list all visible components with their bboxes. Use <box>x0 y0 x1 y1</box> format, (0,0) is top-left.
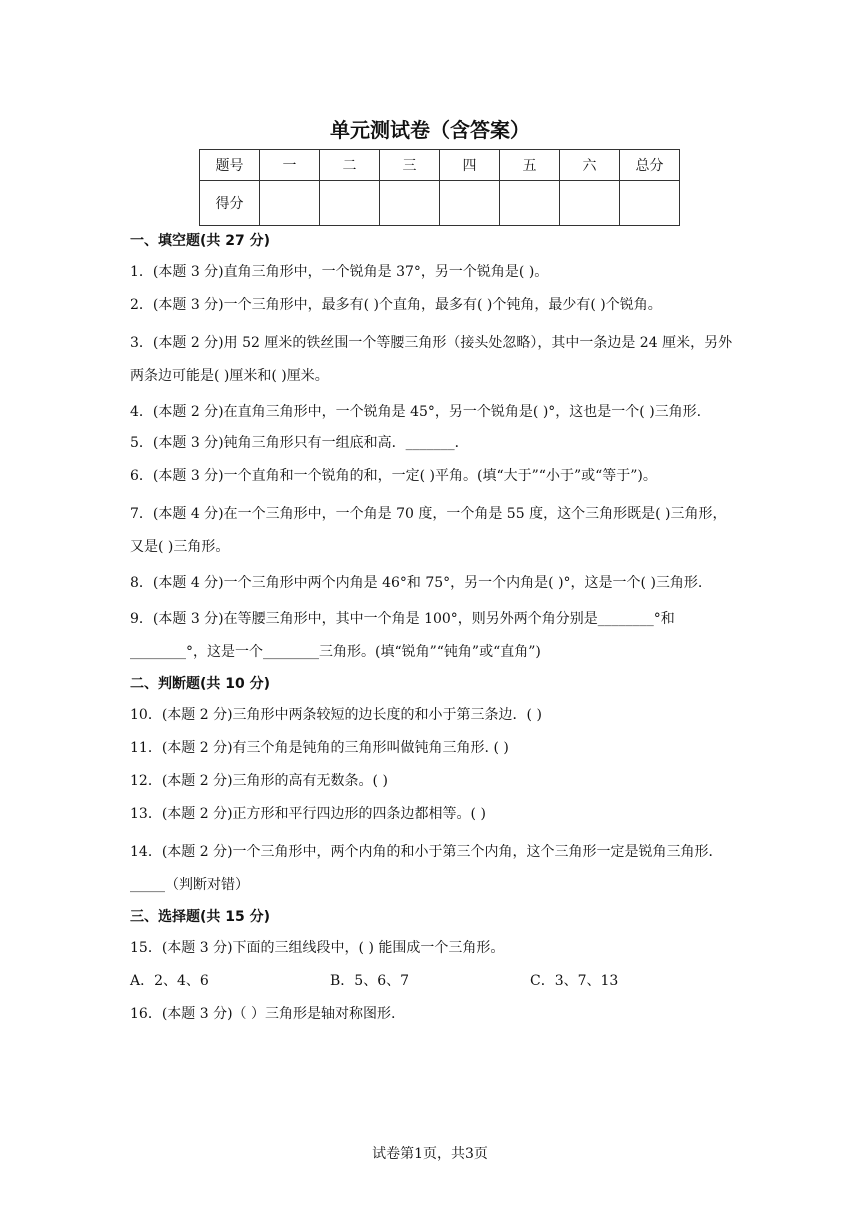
score-cell <box>500 181 560 226</box>
score-header-cell: 二 <box>320 150 380 181</box>
score-cell <box>560 181 620 226</box>
question-13: 13．(本题 2 分)正方形和平行四边形的四条边都相等。( ) <box>130 806 486 822</box>
score-header-cell: 三 <box>380 150 440 181</box>
score-cell <box>320 181 380 226</box>
question-1: 1．(本题 3 分)直角三角形中，一个锐角是 37°，另一个锐角是( )。 <box>130 264 549 280</box>
page-title: 单元测试卷（含答案） <box>330 118 530 142</box>
score-cell <box>380 181 440 226</box>
page-footer: 试卷第1页，共3页 <box>372 1146 488 1162</box>
question-16: 16．(本题 3 分)（ ）三角形是轴对称图形. <box>130 1006 396 1022</box>
question-3: 3．(本题 2 分)用 52 厘米的铁丝围一个等腰三角形（接头处忽略），其中一条边是 24 厘米，另外两条边可能是( )厘米和( )厘米。 <box>130 335 733 384</box>
question-5: 5．(本题 3 分)钝角三角形只有一组底和高．_______． <box>130 435 469 451</box>
score-header-cell: 题号 <box>200 150 260 181</box>
question-6: 6．(本题 3 分)一个直角和一个锐角的和，一定( )平角。(填“大于”“小于”或“等于”)。 <box>130 468 657 484</box>
score-table <box>199 149 680 226</box>
question-15: 15．(本题 3 分)下面的三组线段中，( ) 能围成一个三角形。 <box>130 940 505 956</box>
score-cell <box>440 181 500 226</box>
option-b: B．5、6、7 <box>330 973 410 989</box>
score-row-label: 得分 <box>200 181 260 226</box>
question-15-options <box>130 970 735 992</box>
question-7: 7．(本题 4 分)在一个三角形中，一个角是 70 度，一个角是 55 度，这个三角形既是( )三角形，又是( )三角形。 <box>130 506 727 555</box>
score-header-cell: 一 <box>260 150 320 181</box>
option-a: A．2、4、6 <box>130 973 209 989</box>
section-heading-fill-blank: 一、填空题(共 27 分) <box>130 233 271 249</box>
section-heading-true-false: 二、判断题(共 10 分) <box>130 676 271 692</box>
question-10: 10．(本题 2 分)三角形中两条较短的边长度的和小于第三条边．( ) <box>130 707 542 723</box>
score-table-score-row <box>200 181 680 226</box>
section-heading-multiple-choice: 三、选择题(共 15 分) <box>130 909 271 925</box>
score-cell <box>260 181 320 226</box>
question-14: 14．(本题 2 分)一个三角形中，两个内角的和小于第三个内角，这个三角形一定是锐角三角形．_____（判断对错） <box>130 844 723 893</box>
question-2: 2．(本题 3 分)一个三角形中，最多有( )个直角，最多有( )个钝角，最少有( )个锐角。 <box>130 297 662 313</box>
question-12: 12．(本题 2 分)三角形的高有无数条。( ) <box>130 773 388 789</box>
option-c: C．3、7、13 <box>530 973 619 989</box>
question-11: 11．(本题 2 分)有三个角是钝角的三角形叫做钝角三角形. ( ) <box>130 740 509 756</box>
score-table-header-row <box>200 150 680 181</box>
score-header-cell: 五 <box>500 150 560 181</box>
score-cell <box>620 181 680 226</box>
question-8: 8．(本题 4 分)一个三角形中两个内角是 46°和 75°，另一个内角是( )°，这是一个( )三角形. <box>130 575 703 591</box>
score-header-cell: 六 <box>560 150 620 181</box>
exam-content <box>130 226 735 1036</box>
question-9: 9．(本题 3 分)在等腰三角形中，其中一个角是 100°，则另外两个角分别是________°和________°，这是一个________三角形。(填“锐角”“钝角”或“直角”) <box>130 611 675 660</box>
question-4: 4．(本题 2 分)在直角三角形中，一个锐角是 45°，另一个锐角是( )°，这也是一个( )三角形. <box>130 404 702 420</box>
score-header-cell: 总分 <box>620 150 680 181</box>
score-header-cell: 四 <box>440 150 500 181</box>
